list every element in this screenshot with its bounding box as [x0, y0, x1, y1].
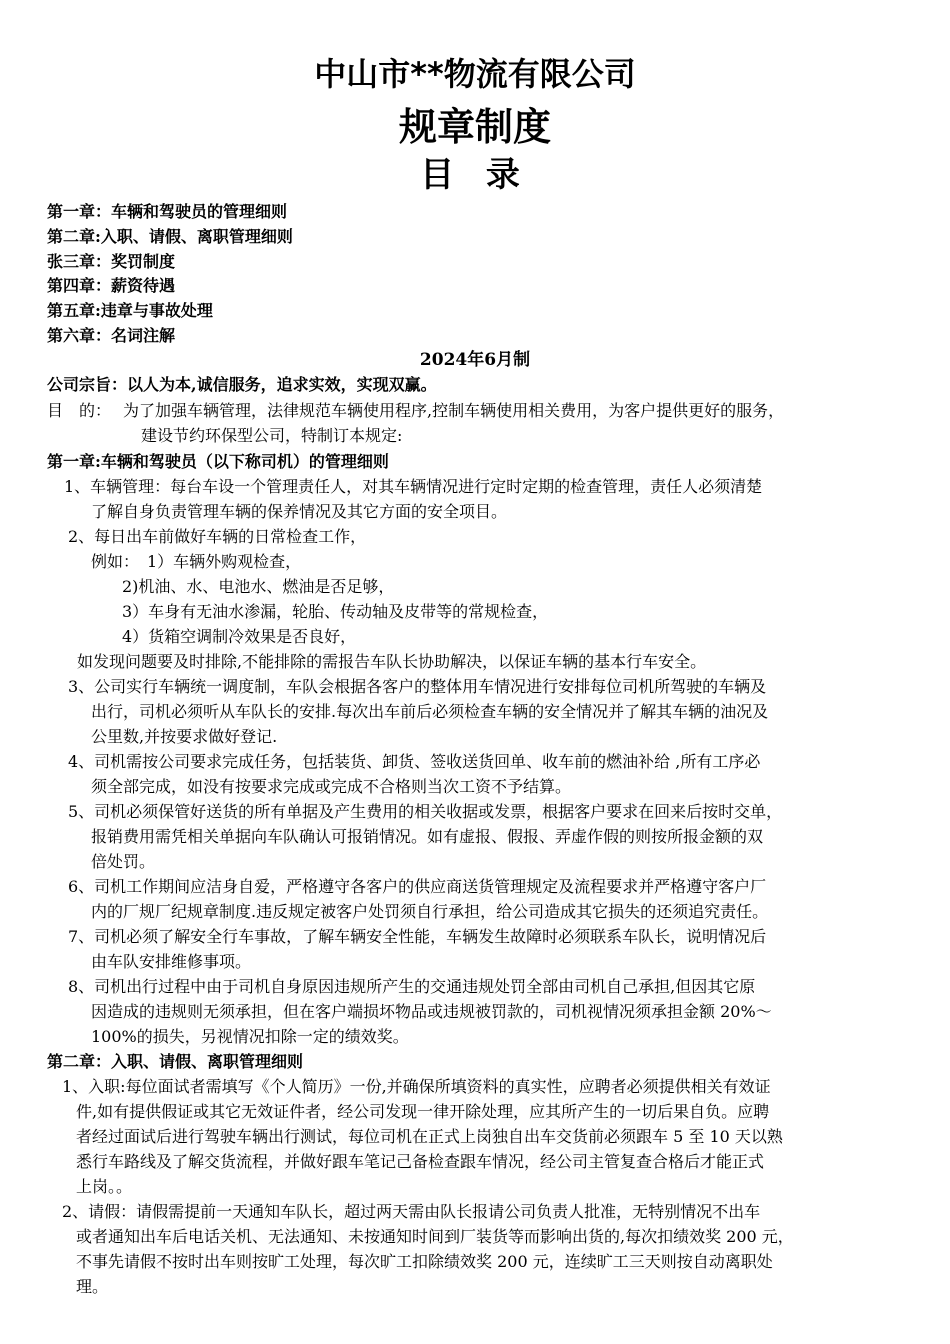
goal-label: 目 的：: [47, 401, 112, 420]
toc-item: 第六章：名词注解: [47, 325, 176, 345]
paragraph-line: 内的厂规厂纪规章制度.违反规定被客户处罚须自行承担，给公司造成其它损失的还须追究责任。: [91, 902, 769, 921]
paragraph-line: 4）货箱空调制冷效果是否良好，: [122, 627, 357, 646]
paragraph-line: 须全部完成，如没有按要求完成或完成不合格则当次工资不予结算。: [91, 777, 572, 796]
table-of-contents: [47, 200, 293, 349]
paragraph-line: 者经过面试后进行驾驶车辆出行测试，每位司机在正式上岗独自出车交货前必须跟车 5 至 10 天以熟: [76, 1127, 783, 1146]
paragraph-line: 上岗。。: [76, 1177, 133, 1196]
paragraph-line: 2)机油、水、电池水、燃油是否足够，: [122, 577, 395, 596]
paragraph-line: 如发现问题要及时排除,不能排除的需报告车队长协助解决，以保证车辆的基本行车安全。: [77, 652, 707, 671]
paragraph-line: 由车队安排维修事项。: [91, 952, 252, 971]
paragraph-line: 2、请假：请假需提前一天通知车队长，超过两天需由队长报请公司负责人批准，无特别情况不出车: [62, 1202, 761, 1221]
paragraph-line: 理。: [76, 1277, 109, 1296]
goal-text: 建设节约环保型公司，特制订本规定:: [141, 426, 403, 445]
toc-item: 第五章:违章与事故处理: [47, 301, 213, 321]
paragraph-line: 因造成的违规则无须承担，但在客户端损坏物品或违规被罚款的，司机视情况须承担金额 20%～: [91, 1002, 772, 1021]
paragraph-line: 7、司机必须了解安全行车事故，了解车辆安全性能，车辆发生故障时必须联系车队长，说明情况后: [68, 927, 767, 946]
paragraph-line: 1、入职:每位面试者需填写《个人简历》一份,并确保所填资料的真实性，应聘者必须提供相关有效证: [62, 1077, 771, 1096]
toc-heading: 目 录: [420, 155, 530, 195]
paragraph-line: 100%的损失，另视情况扣除一定的绩效奖。: [91, 1027, 409, 1046]
paragraph-line: 件,如有提供假证或其它无效证件者，经公司发现一律开除处理，应其所产生的一切后果自负。应聘: [76, 1102, 770, 1121]
company-name: 中山市**物流有限公司: [314, 55, 636, 93]
paragraph-line: 1、车辆管理：每台车设一个管理责任人，对其车辆情况进行定时定期的检查管理，责任人必须清楚: [64, 477, 763, 496]
issue-date: 2024年6月制: [419, 350, 531, 370]
goal-text: 为了加强车辆管理，法律规范车辆使用程序,控制车辆使用相关费用，为客户提供更好的服务，: [123, 401, 785, 420]
paragraph-line: 公里数,并按要求做好登记.: [91, 727, 278, 746]
paragraph-line: 悉行车路线及了解交货流程，并做好跟车笔记己备检查跟车情况，经公司主管复查合格后才能正式: [76, 1152, 765, 1171]
paragraph-line: 2、每日出车前做好车辆的日常检查工作，: [68, 527, 367, 546]
paragraph-line: 了解自身负责管理车辆的保养情况及其它方面的安全项目。: [91, 502, 508, 521]
paragraph-line: 不事先请假不按时出车则按旷工处理，每次旷工扣除绩效奖 200 元，连续旷工三天则按自动离职处: [76, 1252, 773, 1271]
paragraph-line: 6、司机工作期间应洁身自爱，严格遵守各客户的供应商送货管理规定及流程要求并严格遵守客户厂: [68, 877, 767, 896]
toc-item: 第四章：薪资待遇: [47, 276, 176, 296]
paragraph-line: 报销费用需凭相关单据向车队确认可报销情况。如有虚报、假报、弄虚作假的则按所报金额的双: [91, 827, 764, 846]
chapter-heading: 第二章：入职、请假、离职管理细则: [47, 1052, 304, 1071]
company-purpose: 公司宗旨：以人为本,诚信服务，追求实效，实现双赢。: [47, 375, 437, 394]
document-title: 规章制度: [398, 105, 551, 149]
paragraph-line: 4、司机需按公司要求完成任务，包括装货、卸货、签收送货回单、收车前的燃油补给 ,所有工序必: [68, 752, 761, 771]
toc-item: 张三章：奖罚制度: [47, 251, 176, 271]
paragraph-line: 倍处罚。: [91, 852, 156, 871]
paragraph-line: 或者通知出车后电话关机、无法通知、未按通知时间到厂装货等而影响出货的,每次扣绩效奖 200 元，: [76, 1227, 794, 1246]
paragraph-line: 5、司机必须保管好送货的所有单据及产生费用的相关收据或发票，根据客户要求在回来后按时交单，: [68, 802, 783, 821]
chapter-heading: 第一章:车辆和驾驶员（以下称司机）的管理细则: [47, 452, 389, 471]
paragraph-line: 3、公司实行车辆统一调度制，车队会根据各客户的整体用车情况进行安排每位司机所驾驶的车辆及: [68, 677, 767, 696]
paragraph-line: 3）车身有无油水渗漏，轮胎、传动轴及皮带等的常规检查，: [122, 602, 549, 621]
toc-item: 第一章：车辆和驾驶员的管理细则: [47, 202, 288, 221]
paragraph-line: 8、司机出行过程中由于司机自身原因违规所产生的交通违规处罚全部由司机自己承担,但因其它原: [68, 977, 756, 996]
toc-item: 第二章:入职、请假、离职管理细则: [47, 226, 293, 246]
paragraph-line: 例如： 1）车辆外购观检查，: [91, 552, 302, 571]
paragraph-line: 出行，司机必须听从车队长的安排.每次出车前后必须检查车辆的安全情况并了解其车辆的油况及: [91, 702, 769, 721]
